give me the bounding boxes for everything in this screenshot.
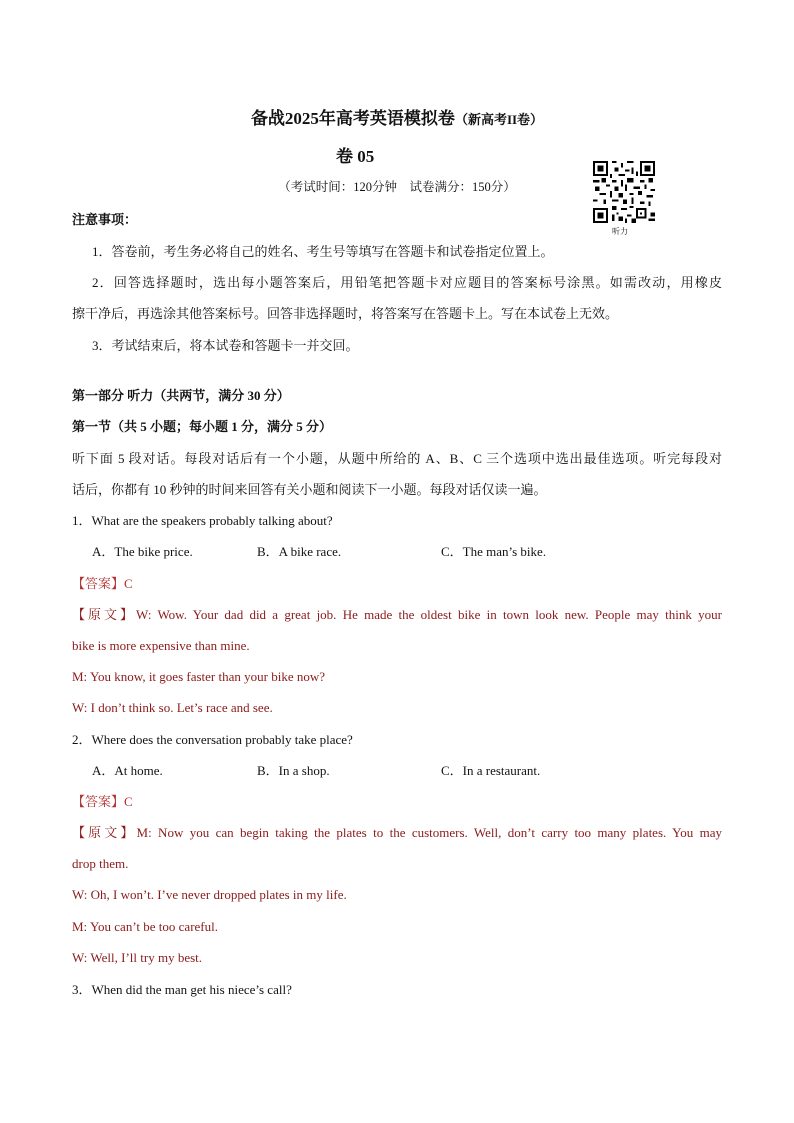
notice-item-continued: 擦干净后，再选涂其他答案标号。回答非选择题时，将答案写在答题卡上。写在本试卷上无效。 [72, 306, 619, 321]
answer [72, 792, 133, 811]
script-line: W: Well, I’ll try my best. [72, 950, 203, 965]
script-line: M: You know, it goes faster than your bike now? [72, 669, 325, 684]
script-label: 【原文】 [72, 825, 137, 840]
script-line: W: I don’t think so. Let’s race and see. [72, 700, 273, 715]
option-c: C．In a restaurant. [441, 763, 541, 778]
notice-heading: 注意事项： [72, 212, 138, 227]
script-label: 【原文】 [72, 607, 137, 622]
script-text: M: Now you can begin taking the plates to the customers. Well, don’t carry too many plates. You may [136, 825, 722, 840]
option-a: A．At home. [92, 763, 163, 778]
instructions-line: 听下面 5 段对话。每段对话后有一个小题，从题中所给的 A、B、C 三个选项中选出最佳选项。听完每段对 [72, 451, 722, 466]
exam-title [0, 104, 794, 129]
question-stem: 2．Where does the conversation probably take place? [72, 732, 353, 747]
answer [72, 574, 133, 593]
answer-label: 【答案】 [72, 576, 125, 591]
answer-value: C [124, 794, 133, 809]
notice-item: 2．回答选择题时，选出每小题答案后，用铅笔把答题卡对应题目的答案标号涂黑。如需改动，用橡皮 [92, 275, 722, 290]
script-line [72, 605, 722, 624]
question-stem: 1．What are the speakers probably talking about? [72, 513, 333, 528]
script-line: drop them. [72, 856, 129, 871]
qr-label: 听力 [612, 227, 628, 236]
part-heading: 第一部分 听力（共两节，满分 30 分） [72, 388, 290, 403]
option-b: B．In a shop. [257, 763, 330, 778]
exam-info: （考试时间：120分钟 试卷满分：150分） [278, 180, 516, 194]
exam-title-note: （新高考II卷） [454, 112, 544, 127]
option-c: C．The man’s bike. [441, 544, 547, 559]
instructions-line: 话后，你都有 10 秒钟的时间来回答有关小题和阅读下一小题。每段对话仅读一遍。 [72, 482, 547, 497]
script-line [72, 823, 722, 842]
script-text: W: Wow. Your dad did a great job. He made the oldest bike in town look new. People may think your [136, 607, 722, 622]
section-heading: 第一节（共 5 小题；每小题 1 分，满分 5 分） [72, 419, 333, 434]
script-line: bike is more expensive than mine. [72, 638, 250, 653]
answer-value: C [124, 576, 133, 591]
script-line: W: Oh, I won’t. I’ve never dropped plates in my life. [72, 887, 347, 902]
script-line: M: You can’t be too careful. [72, 919, 218, 934]
notice-item: 3．考试结束后，将本试卷和答题卡一并交回。 [92, 338, 359, 353]
question-stem: 3．When did the man get his niece’s call? [72, 982, 292, 997]
notice-item: 1．答卷前，考生务必将自己的姓名、考生号等填写在答题卡和试卷指定位置上。 [92, 244, 554, 259]
exam-volume: 卷 05 [336, 147, 375, 166]
option-a: A．The bike price. [92, 544, 193, 559]
exam-title-main: 备战2025年高考英语模拟卷 [250, 109, 455, 128]
answer-label: 【答案】 [72, 794, 125, 809]
option-b: B．A bike race. [257, 544, 342, 559]
qr-code-icon [593, 161, 655, 223]
